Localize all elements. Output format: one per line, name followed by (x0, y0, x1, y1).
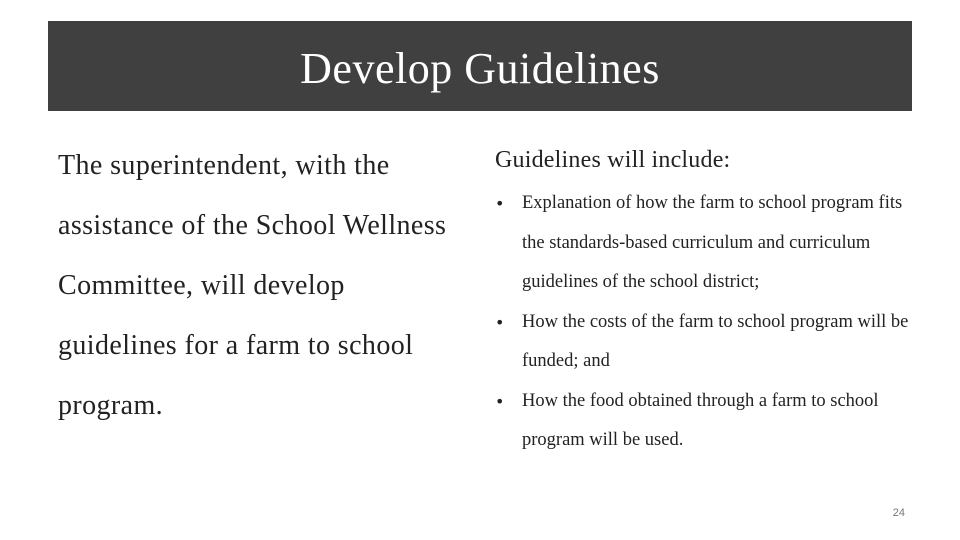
title-bar (48, 21, 912, 111)
list-item (495, 303, 915, 382)
slide-title: Develop Guidelines (300, 43, 660, 93)
bullet-text: How the costs of the farm to school program will be funded; and (522, 311, 909, 371)
bullet-icon: • (495, 391, 505, 411)
left-body-text: The superintendent, with the assistance of the School Wellness Committee, will develop guidelines for a farm to school program. (58, 150, 447, 421)
guidelines-heading: Guidelines will include: (495, 147, 731, 173)
guidelines-list (495, 184, 915, 461)
bullet-icon: • (495, 194, 505, 213)
right-column (495, 140, 915, 461)
list-item (495, 382, 915, 461)
bullet-text: Explanation of how the farm to school program fits the standards-based curriculum and curriculum guidelines of the school district; (522, 193, 903, 292)
page-number: 24 (892, 507, 905, 519)
list-item (495, 184, 915, 303)
bullet-icon: • (495, 312, 505, 332)
bullet-text: How the food obtained through a farm to school program will be used. (522, 390, 879, 450)
